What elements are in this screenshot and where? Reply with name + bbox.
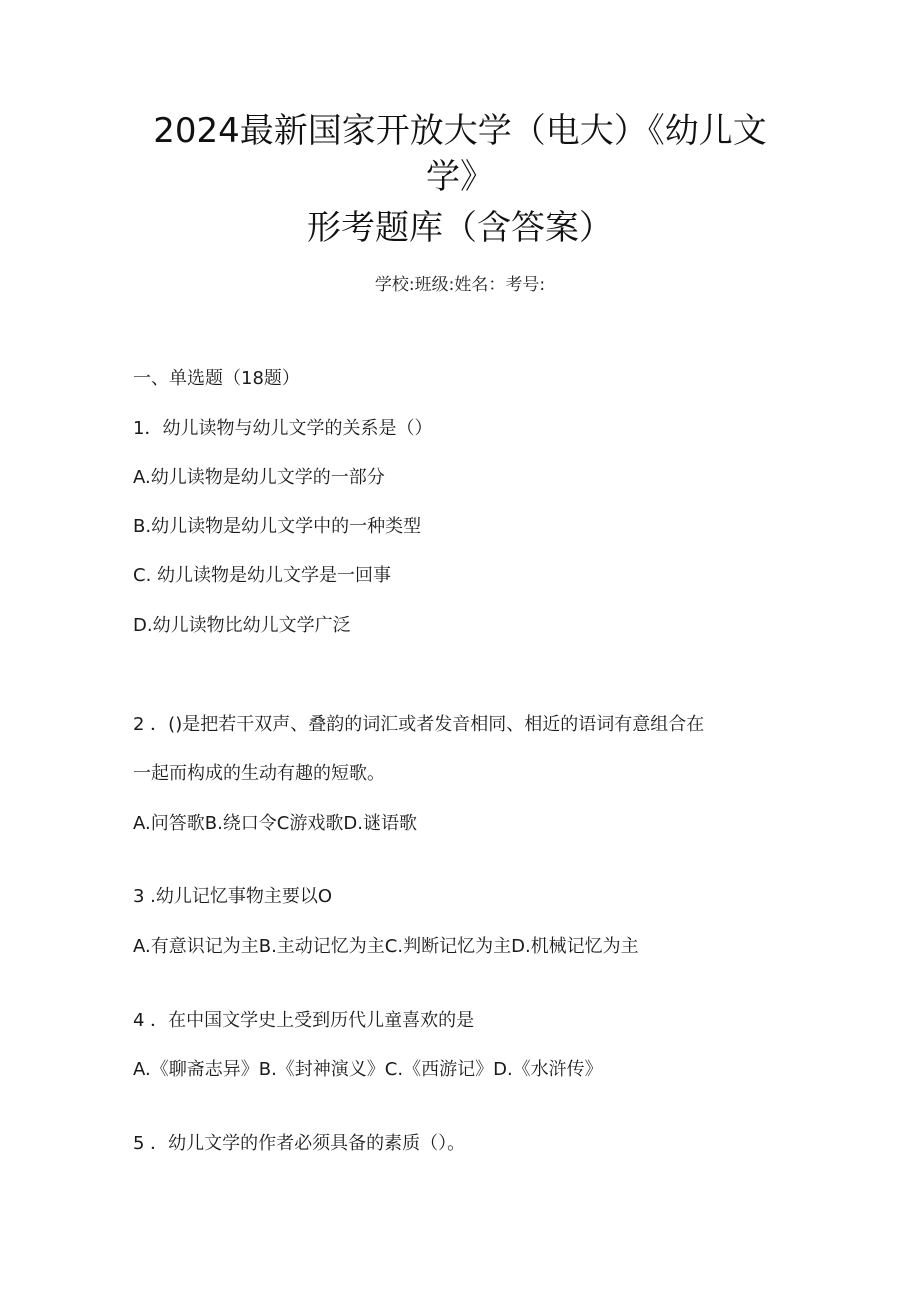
question-5-stem: 5 ．幼儿文学的作者必须具备的素质（）。 <box>133 1133 466 1154</box>
question-3-stem: 3 .幼儿记忆事物主要以O <box>133 886 333 907</box>
question-1-stem: 1．幼儿读物与幼儿文学的关系是（） <box>133 418 433 439</box>
question-3-options: A.有意识记为主B.主动记忆为主C.判断记忆为主D.机械记忆为主 <box>133 936 639 957</box>
question-4-options: A.《聊斋志异》B.《封神演义》C.《西游记》D.《水浒传》 <box>133 1059 603 1080</box>
question-2-options: A.问答歌B.绕口令C游戏歌D.谜语歌 <box>133 813 417 834</box>
section-heading: 一、单选题（18题） <box>133 368 300 389</box>
question-4-stem: 4 ．在中国文学史上受到历代儿童喜欢的是 <box>133 1010 475 1031</box>
document-title-line-3: 形考题库（含答案） <box>307 208 613 248</box>
question-1-option-a: A.幼儿读物是幼儿文学的一部分 <box>133 467 385 488</box>
question-1-option-b: B.幼儿读物是幼儿文学中的一种类型 <box>133 516 422 537</box>
question-1-option-c: C. 幼儿读物是幼儿文学是一回事 <box>133 565 392 586</box>
question-2-stem-line-2: 一起而构成的生动有趣的短歌。 <box>133 763 385 784</box>
document-title-line-1: 2024最新国家开放大学（电大）《幼儿文 <box>153 111 767 151</box>
document-title-line-2: 学》 <box>426 157 494 197</box>
question-2-stem-line-1: 2 ．()是把若干双声、叠韵的词汇或者发音相同、相近的语词有意组合在 <box>133 714 705 735</box>
student-info-line: 学校:班级:姓名：考号: <box>374 275 546 295</box>
question-1-option-d: D.幼儿读物比幼儿文学广泛 <box>133 615 351 636</box>
